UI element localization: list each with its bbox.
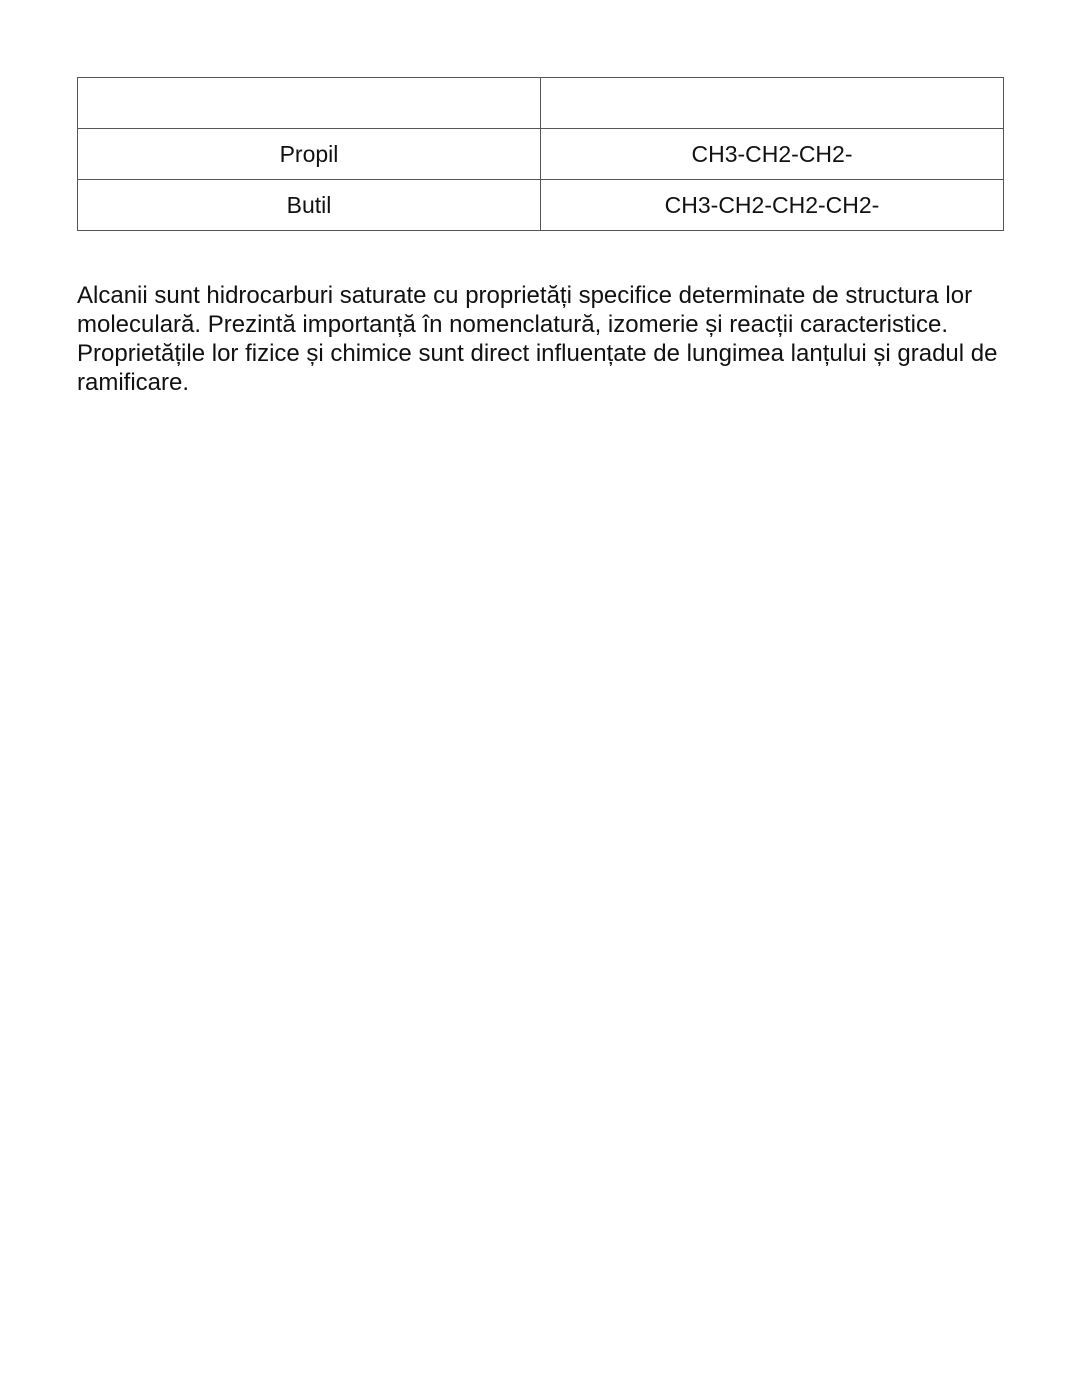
radical-name-cell: Butil [78, 180, 541, 231]
radical-formula-cell: CH3-CH2-CH2- [541, 129, 1004, 180]
radical-name-cell: Propil [78, 129, 541, 180]
table-row [78, 180, 1004, 231]
radical-name-cell [78, 78, 541, 129]
radical-formula-cell [541, 78, 1004, 129]
radical-formula-cell: CH3-CH2-CH2-CH2- [541, 180, 1004, 231]
table-row [78, 78, 1004, 129]
summary-paragraph: Alcanii sunt hidrocarburi saturate cu proprietăți specifice determinate de structura lor moleculară. Prezintă importanță în nomenclatură, izomerie și reacții caracteristice. Proprietățile lor fizice și chimice sunt direct influențate de lungimea lanțului și gradul de ramificare. [77, 282, 998, 396]
table-row [78, 129, 1004, 180]
radical-table [77, 77, 1004, 231]
